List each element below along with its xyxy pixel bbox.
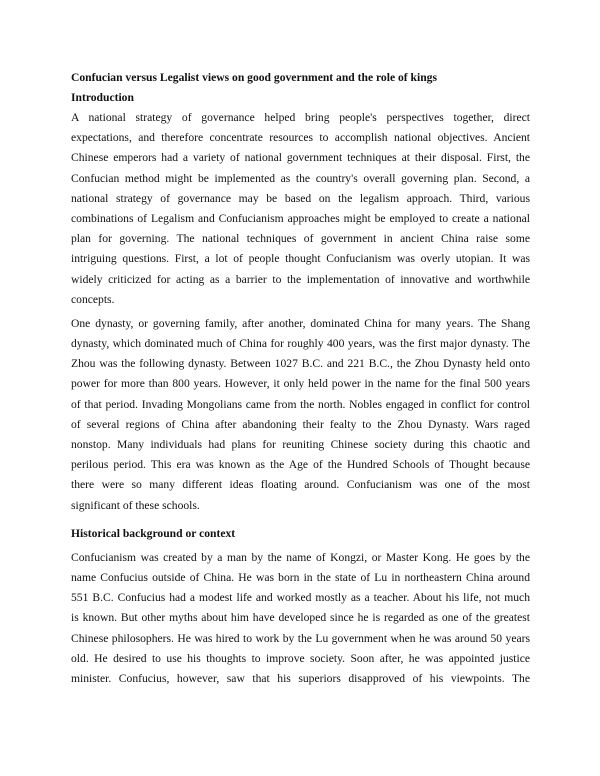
text-line: nonstop. Many individuals had plans for reuniting Chinese society during this chaotic and (71, 438, 530, 451)
text-line: old. He desired to use his thoughts to improve society. Soon after, he was appointed justice (71, 651, 530, 665)
text-line: Chinese emperors had a variety of national government techniques at their disposal. First, the (71, 151, 530, 165)
text-line: intriguing questions. First, a lot of people thought Confucianism was overly utopian. It was (71, 252, 530, 266)
text-line: expectations, and therefore concentrate resources to accomplish national objectives. Ancient (71, 131, 530, 145)
paragraph (71, 108, 530, 310)
text-line: perilous period. This era was known as the Age of the Hundred Schools of Thought because (71, 458, 530, 472)
text-line: combinations of Legalism and Confucianism approaches might be employed to create a national (71, 211, 530, 225)
section-heading-introduction: Introduction (71, 91, 134, 104)
text-line: concepts. (71, 292, 115, 306)
text-line: widely criticized for acting as a barrier to the implementation of innovative and worthwhile (71, 272, 530, 286)
text-line: Confucian method might be implemented as the country's overall governing plan. Second, a (71, 171, 530, 185)
text-line: dynasty, which dominated much of China for roughly 400 years, was the first major dynasty. The (71, 337, 530, 351)
text-line: minister. Confucius, however, saw that his superiors disapproved of his viewpoints. The (71, 671, 530, 685)
text-line: name Confucius outside of China. He was born in the state of Lu in northeastern China around (71, 570, 530, 584)
text-line: of several regions of China after abandoning their fealty to the Zhou Dynasty. Wars raged (71, 417, 530, 431)
text-line: there were so many different ideas floating around. Confucianism was one of the most (71, 478, 530, 492)
text-line: One dynasty, or governing family, after another, dominated China for many years. The Shang (71, 316, 530, 330)
text-line: Chinese philosophers. He was hired to work by the Lu government when he was around 50 years (71, 631, 530, 645)
paragraph (71, 314, 530, 516)
text-line: of that period. Invading Mongolians came from the north. Nobles engaged in conflict for control (71, 397, 530, 411)
text-line: power for more than 800 years. However, it only held power in the name for the final 500 years (71, 377, 530, 391)
text-line: A national strategy of governance helped bring people's perspectives together, direct (71, 111, 530, 124)
text-line: 551 B.C. Confucius had a modest life and worked mostly as a teacher. About his life, not much (71, 591, 530, 605)
text-line: Confucianism was created by a man by the name of Kongzi, or Master Kong. He goes by the (71, 550, 530, 564)
text-line: national strategy of governance may be based on the legalism approach. Third, various (71, 191, 530, 205)
document-page (71, 68, 530, 689)
text-line: is known. But other myths about him have developed since he is regarded as one of the greatest (71, 611, 530, 625)
text-line: significant of these schools. (71, 498, 200, 512)
text-line: plan for governing. The national techniques of government in ancient China raise some (71, 232, 530, 246)
document-title: Confucian versus Legalist views on good government and the role of kings (71, 71, 437, 84)
text-line: Zhou was the following dynasty. Between 1027 B.C. and 221 B.C., the Zhou Dynasty held onto (71, 357, 530, 371)
section-heading-historical-background: Historical background or context (71, 526, 236, 540)
paragraph (71, 548, 530, 689)
